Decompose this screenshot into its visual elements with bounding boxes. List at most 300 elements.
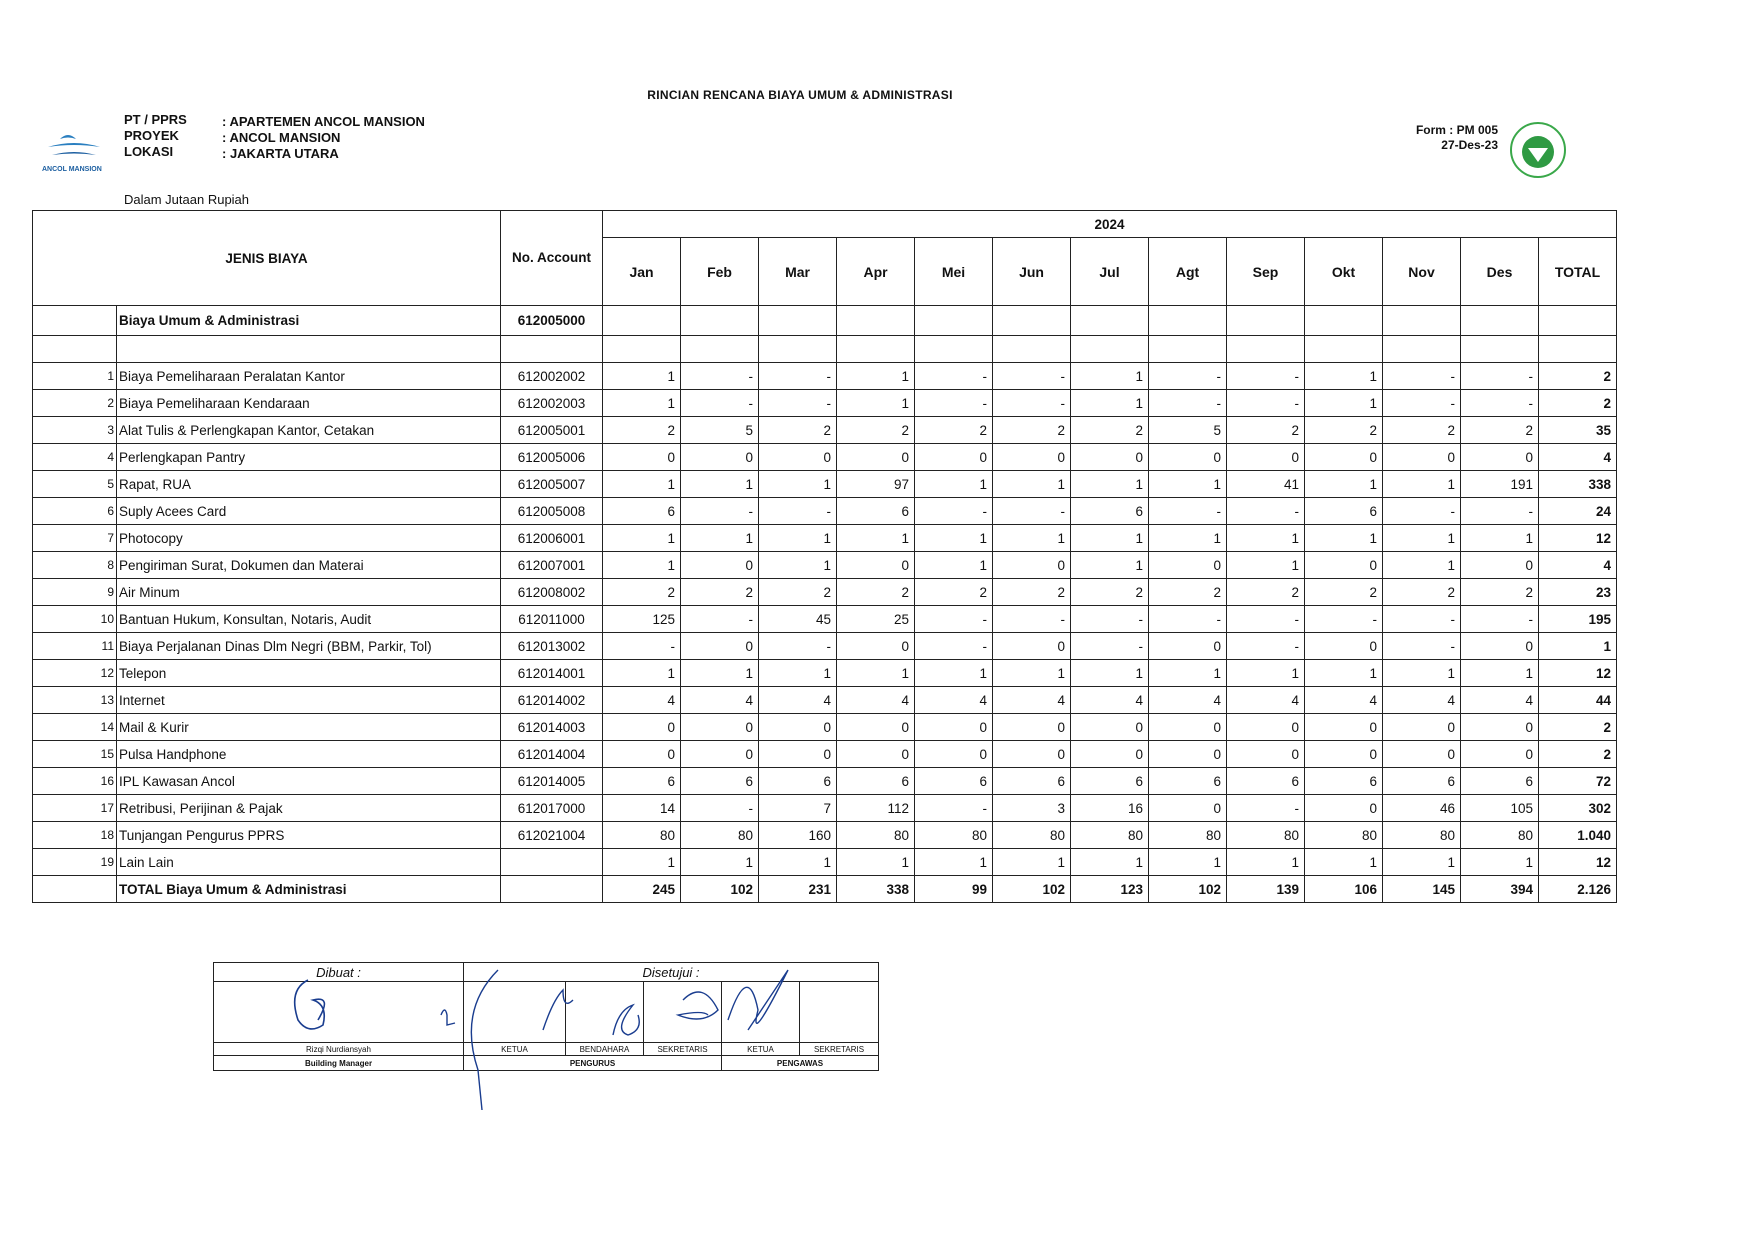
row-total: 12 [1539,525,1617,552]
row-value-apr: 1 [837,660,915,687]
row-value-nov: 0 [1383,741,1461,768]
row-value-des: 0 [1461,633,1539,660]
row-total: 35 [1539,417,1617,444]
row-value-okt: 1 [1305,849,1383,876]
row-value-feb: 1 [681,525,759,552]
row-value-mar: 1 [759,525,837,552]
row-value-jul: 1 [1071,552,1149,579]
row-account: 612011000 [501,606,603,633]
row-value-apr: 80 [837,822,915,849]
label-pt: PT / PPRS [124,112,187,127]
document-title: RINCIAN RENCANA BIAYA UMUM & ADMINISTRASI [647,88,953,102]
row-value-jan: 2 [603,579,681,606]
table-row [33,579,1617,606]
group-pengawas: PENGAWAS [722,1056,879,1071]
total-jun: 102 [993,876,1071,903]
row-value-mei: 1 [915,525,993,552]
row-number: 3 [33,417,117,444]
row-account: 612014003 [501,714,603,741]
row-value-mei: 0 [915,741,993,768]
row-value-jul: 2 [1071,579,1149,606]
table-row [33,795,1617,822]
row-value-des: 105 [1461,795,1539,822]
row-value-nov: 46 [1383,795,1461,822]
row-value-mei: 6 [915,768,993,795]
row-value-mei: 1 [915,471,993,498]
row-value-mei: - [915,390,993,417]
row-value-sep: - [1227,606,1305,633]
row-name: Air Minum [117,579,501,606]
row-value-nov: 0 [1383,444,1461,471]
row-value-apr: 25 [837,606,915,633]
row-value-jul: 6 [1071,768,1149,795]
row-value-jun: - [993,363,1071,390]
row-value-jul: 1 [1071,471,1149,498]
svg-text:ANCOL MANSION: ANCOL MANSION [42,166,102,173]
row-value-mar: 160 [759,822,837,849]
row-value-agt: 0 [1149,552,1227,579]
row-value-okt: 4 [1305,687,1383,714]
row-value-okt: 0 [1305,714,1383,741]
row-value-sep: - [1227,498,1305,525]
row-value-jul: - [1071,633,1149,660]
row-account: 612002003 [501,390,603,417]
row-value-sep: 2 [1227,579,1305,606]
row-value-jun: 2 [993,579,1071,606]
row-value-jan: 1 [603,390,681,417]
form-date: 27-Des-23 [1441,138,1498,152]
row-value-sep: 0 [1227,444,1305,471]
total-jan: 245 [603,876,681,903]
row-value-mar: 45 [759,606,837,633]
row-value-feb: 80 [681,822,759,849]
row-value-mei: 2 [915,417,993,444]
row-value-apr: 6 [837,498,915,525]
row-value-jan: 0 [603,444,681,471]
row-value-mei: 4 [915,687,993,714]
row-value-jun: 80 [993,822,1071,849]
row-value-nov: - [1383,498,1461,525]
row-account: 612005001 [501,417,603,444]
row-value-sep: 0 [1227,714,1305,741]
row-value-agt: 0 [1149,714,1227,741]
row-value-nov: 1 [1383,471,1461,498]
row-number: 17 [33,795,117,822]
label-proyek: PROYEK [124,128,179,143]
month-jun: Jun [993,238,1071,306]
row-value-jan: 0 [603,741,681,768]
month-jul: Jul [1071,238,1149,306]
row-name: Lain Lain [117,849,501,876]
row-value-feb: - [681,498,759,525]
row-value-des: - [1461,390,1539,417]
row-value-des: 0 [1461,741,1539,768]
row-value-jan: 1 [603,471,681,498]
row-value-agt: 2 [1149,579,1227,606]
row-number: 2 [33,390,117,417]
row-value-des: 4 [1461,687,1539,714]
row-number: 8 [33,552,117,579]
value-lokasi: : JAKARTA UTARA [222,146,339,161]
row-total: 2 [1539,714,1617,741]
row-value-sep: 1 [1227,849,1305,876]
row-value-jan: 1 [603,660,681,687]
row-value-okt: 1 [1305,471,1383,498]
row-value-jul: 16 [1071,795,1149,822]
row-value-agt: - [1149,606,1227,633]
row-value-feb: 0 [681,633,759,660]
row-value-jul: 1 [1071,363,1149,390]
row-total: 2 [1539,741,1617,768]
total-apr: 338 [837,876,915,903]
row-value-agt: 0 [1149,741,1227,768]
row-value-mei: 1 [915,552,993,579]
row-value-jun: 1 [993,525,1071,552]
row-value-jun: 4 [993,687,1071,714]
table-row [33,849,1617,876]
row-value-okt: 0 [1305,552,1383,579]
total-sep: 139 [1227,876,1305,903]
role-sekretaris-pengurus: SEKRETARIS [644,1043,722,1056]
row-value-okt: 2 [1305,417,1383,444]
row-value-jul: 2 [1071,417,1149,444]
row-value-jul: 1 [1071,390,1149,417]
row-total: 302 [1539,795,1617,822]
table-row [33,714,1617,741]
row-value-mar: 7 [759,795,837,822]
row-value-mar: 1 [759,552,837,579]
row-value-feb: 1 [681,471,759,498]
row-value-jan: 0 [603,714,681,741]
row-number: 15 [33,741,117,768]
row-number: 1 [33,363,117,390]
row-value-sep: - [1227,363,1305,390]
row-number: 19 [33,849,117,876]
row-value-nov: 2 [1383,579,1461,606]
row-total: 4 [1539,444,1617,471]
total-feb: 102 [681,876,759,903]
total-jul: 123 [1071,876,1149,903]
row-value-feb: 0 [681,741,759,768]
row-name: Pulsa Handphone [117,741,501,768]
row-value-mar: 4 [759,687,837,714]
month-apr: Apr [837,238,915,306]
table-row [33,444,1617,471]
row-value-jun: 1 [993,849,1071,876]
row-value-sep: 6 [1227,768,1305,795]
row-value-mar: - [759,498,837,525]
row-value-mar: - [759,390,837,417]
row-value-des: 1 [1461,660,1539,687]
row-value-jun: 0 [993,444,1071,471]
row-value-mar: 0 [759,714,837,741]
dibuat-label: Dibuat : [214,963,464,982]
row-number: 7 [33,525,117,552]
row-value-mei: 2 [915,579,993,606]
row-value-jun: 3 [993,795,1071,822]
row-name: Suply Acees Card [117,498,501,525]
month-des: Des [1461,238,1539,306]
row-value-jul: 1 [1071,660,1149,687]
row-account: 612014001 [501,660,603,687]
month-mei: Mei [915,238,993,306]
row-value-feb: 0 [681,552,759,579]
row-value-nov: 1 [1383,525,1461,552]
section-name: Biaya Umum & Administrasi [117,306,501,336]
value-proyek: : ANCOL MANSION [222,130,341,145]
row-value-mei: 80 [915,822,993,849]
row-value-feb: - [681,390,759,417]
maker-title: Building Manager [214,1056,464,1071]
table-row [33,768,1617,795]
row-value-apr: 0 [837,714,915,741]
row-value-nov: - [1383,390,1461,417]
row-value-mei: 1 [915,849,993,876]
row-value-apr: 0 [837,552,915,579]
row-value-jul: - [1071,606,1149,633]
row-value-okt: 0 [1305,444,1383,471]
row-value-mei: - [915,795,993,822]
total-label: TOTAL Biaya Umum & Administrasi [117,876,501,903]
row-value-jan: 125 [603,606,681,633]
table-row [33,741,1617,768]
row-name: Rapat, RUA [117,471,501,498]
row-value-apr: 6 [837,768,915,795]
row-value-agt: 1 [1149,471,1227,498]
row-value-jan: 6 [603,768,681,795]
row-value-jan: 1 [603,552,681,579]
row-value-apr: 4 [837,687,915,714]
row-value-agt: 1 [1149,660,1227,687]
header-no-account: No. Account [501,211,603,306]
row-number: 9 [33,579,117,606]
row-value-feb: 0 [681,714,759,741]
row-value-mar: - [759,363,837,390]
row-value-agt: 0 [1149,444,1227,471]
group-pengurus: PENGURUS [464,1056,722,1071]
row-value-jan: 1 [603,363,681,390]
header-labels [124,112,187,160]
row-total: 1 [1539,633,1617,660]
row-value-jun: - [993,606,1071,633]
row-value-jul: 0 [1071,741,1149,768]
table-row [33,606,1617,633]
row-value-des: - [1461,606,1539,633]
row-value-jun: 0 [993,552,1071,579]
label-lokasi: LOKASI [124,144,174,159]
row-total: 338 [1539,471,1617,498]
section-account: 612005000 [501,306,603,336]
row-total: 2 [1539,390,1617,417]
row-value-agt: - [1149,390,1227,417]
row-name: Bantuan Hukum, Konsultan, Notaris, Audit [117,606,501,633]
row-account: 612005008 [501,498,603,525]
row-value-nov: 1 [1383,660,1461,687]
signature-block [213,962,879,1071]
cost-table [32,210,1617,903]
table-row [33,417,1617,444]
row-value-mar: 6 [759,768,837,795]
row-value-des: 2 [1461,417,1539,444]
row-value-des: 0 [1461,444,1539,471]
row-value-des: 80 [1461,822,1539,849]
row-value-des: 191 [1461,471,1539,498]
row-value-sep: 1 [1227,525,1305,552]
row-value-mei: - [915,633,993,660]
row-value-mar: 2 [759,417,837,444]
row-value-sep: 2 [1227,417,1305,444]
row-account: 612014004 [501,741,603,768]
row-value-sep: 4 [1227,687,1305,714]
row-value-des: 1 [1461,849,1539,876]
header-total: TOTAL [1539,238,1617,306]
row-value-jul: 6 [1071,498,1149,525]
row-value-feb: 6 [681,768,759,795]
row-value-apr: 2 [837,417,915,444]
row-name: Perlengkapan Pantry [117,444,501,471]
role-ketua-pengawas: KETUA [722,1043,800,1056]
row-value-okt: 6 [1305,498,1383,525]
row-name: Photocopy [117,525,501,552]
unit-note: Dalam Jutaan Rupiah [124,192,250,207]
row-value-jul: 0 [1071,714,1149,741]
row-value-okt: 0 [1305,795,1383,822]
row-account: 612002002 [501,363,603,390]
row-value-feb: 2 [681,579,759,606]
value-pt: : APARTEMEN ANCOL MANSION [222,114,425,129]
row-account: 612014002 [501,687,603,714]
row-value-jan: 1 [603,525,681,552]
row-value-feb: 0 [681,444,759,471]
table-row [33,363,1617,390]
row-total: 1.040 [1539,822,1617,849]
row-value-des: 0 [1461,714,1539,741]
row-number: 10 [33,606,117,633]
row-value-jun: - [993,390,1071,417]
row-value-agt: 5 [1149,417,1227,444]
row-account: 612014005 [501,768,603,795]
row-account: 612007001 [501,552,603,579]
row-value-jan: - [603,633,681,660]
row-account: 612017000 [501,795,603,822]
row-value-mei: 0 [915,444,993,471]
role-sekretaris-pengawas: SEKRETARIS [800,1043,879,1056]
row-value-mar: 0 [759,741,837,768]
row-name: Pengiriman Surat, Dokumen dan Materai [117,552,501,579]
row-account: 612005006 [501,444,603,471]
maker-name: Rizqi Nurdiansyah [214,1043,464,1056]
row-value-jun: 0 [993,714,1071,741]
table-row [33,390,1617,417]
header-values [222,114,425,162]
row-name: Biaya Perjalanan Dinas Dlm Negri (BBM, Parkir, Tol) [117,633,501,660]
row-value-des: 0 [1461,552,1539,579]
row-value-sep: 80 [1227,822,1305,849]
row-value-okt: 0 [1305,633,1383,660]
row-number: 5 [33,471,117,498]
row-value-apr: 0 [837,633,915,660]
row-value-apr: 1 [837,363,915,390]
row-value-jan: 4 [603,687,681,714]
row-value-jun: 0 [993,633,1071,660]
row-value-nov: 80 [1383,822,1461,849]
row-value-mar: 1 [759,849,837,876]
row-name: Alat Tulis & Perlengkapan Kantor, Cetakan [117,417,501,444]
seal-stamp-icon [1508,120,1568,180]
row-value-jun: - [993,498,1071,525]
table-row [33,471,1617,498]
row-number: 16 [33,768,117,795]
row-value-okt: 1 [1305,390,1383,417]
row-name: Retribusi, Perijinan & Pajak [117,795,501,822]
row-number: 11 [33,633,117,660]
maker-signature-area [214,982,464,1043]
month-agt: Agt [1149,238,1227,306]
row-value-okt: - [1305,606,1383,633]
row-account [501,849,603,876]
row-value-jan: 1 [603,849,681,876]
month-jan: Jan [603,238,681,306]
row-account: 612006001 [501,525,603,552]
row-value-jun: 1 [993,660,1071,687]
row-value-mar: 1 [759,660,837,687]
row-value-apr: 0 [837,444,915,471]
row-value-sep: - [1227,633,1305,660]
row-total: 72 [1539,768,1617,795]
row-value-mar: 1 [759,471,837,498]
row-value-okt: 6 [1305,768,1383,795]
row-total: 23 [1539,579,1617,606]
row-name: Mail & Kurir [117,714,501,741]
row-value-sep: - [1227,390,1305,417]
row-value-nov: 6 [1383,768,1461,795]
row-value-feb: 1 [681,660,759,687]
row-account: 612008002 [501,579,603,606]
grand-total: 2.126 [1539,876,1617,903]
disetujui-label: Disetujui : [464,963,879,982]
month-okt: Okt [1305,238,1383,306]
row-value-jul: 4 [1071,687,1149,714]
row-number: 6 [33,498,117,525]
row-value-feb: - [681,363,759,390]
ancol-mansion-logo [40,125,120,175]
total-okt: 106 [1305,876,1383,903]
row-value-nov: - [1383,633,1461,660]
row-value-feb: - [681,795,759,822]
row-value-agt: 6 [1149,768,1227,795]
row-value-okt: 1 [1305,363,1383,390]
row-value-apr: 112 [837,795,915,822]
row-value-mar: - [759,633,837,660]
row-total: 12 [1539,849,1617,876]
row-value-apr: 1 [837,390,915,417]
row-value-apr: 2 [837,579,915,606]
row-total: 24 [1539,498,1617,525]
table-row [33,822,1617,849]
row-account: 612005007 [501,471,603,498]
total-agt: 102 [1149,876,1227,903]
row-value-mar: 0 [759,444,837,471]
row-total: 195 [1539,606,1617,633]
row-value-okt: 1 [1305,660,1383,687]
role-ketua-pengurus: KETUA [464,1043,566,1056]
row-value-okt: 80 [1305,822,1383,849]
row-value-okt: 1 [1305,525,1383,552]
row-name: Tunjangan Pengurus PPRS [117,822,501,849]
row-value-mei: 1 [915,660,993,687]
row-value-agt: 0 [1149,633,1227,660]
row-total: 44 [1539,687,1617,714]
